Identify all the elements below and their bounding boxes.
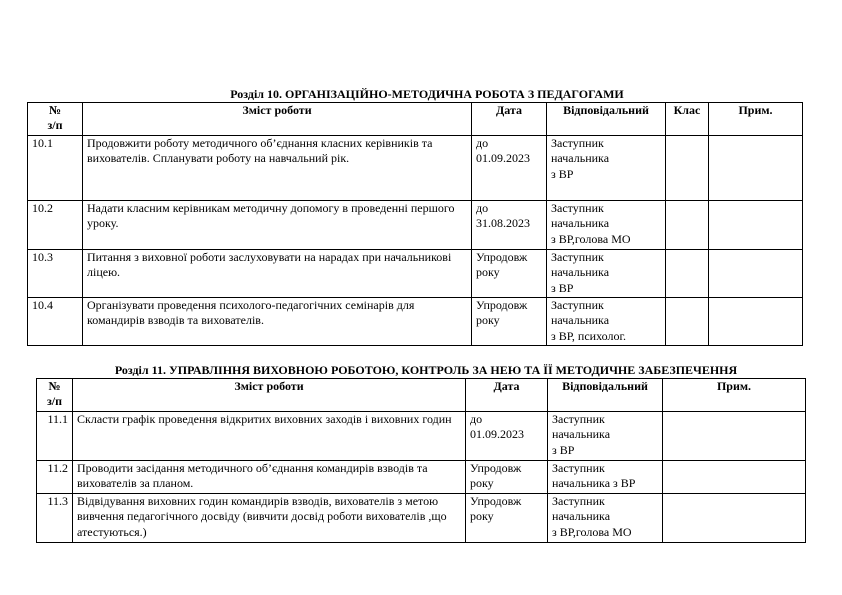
row-responsible: Заступник начальника з ВР [547, 250, 666, 298]
row-date: Упродовж року [472, 250, 547, 298]
row-content: Питання з виховної роботи заслуховувати на нарадах при начальникові ліцею. [83, 250, 472, 298]
row-date: до 31.08.2023 [472, 201, 547, 250]
table-row [37, 494, 806, 543]
header-notes: Прим. [709, 103, 803, 136]
row-date: до 01.09.2023 [472, 136, 547, 201]
table-header-row [28, 103, 803, 136]
section-11-title: Розділ 11. УПРАВЛІННЯ ВИХОВНОЮ РОБОТОЮ, КОНТРОЛЬ ЗА НЕЮ ТА ЇЇ МЕТОДИЧНЕ ЗАБЕЗПЕЧЕННЯ [114, 363, 738, 377]
row-responsible: Заступник начальника з ВР,голова МО [548, 494, 663, 543]
row-date: Упродовж року [466, 494, 548, 543]
table-header-row [37, 379, 806, 412]
header-responsible: Відповідальний [547, 103, 666, 136]
header-date: Дата [466, 379, 548, 412]
header-content: Зміст роботи [73, 379, 466, 412]
row-num: 10.1 [28, 136, 83, 201]
section-10-table [27, 102, 803, 346]
row-content: Надати класним керівникам методичну допомогу в проведенні першого уроку. [83, 201, 472, 250]
table-row [37, 412, 806, 461]
header-date: Дата [472, 103, 547, 136]
row-class [666, 201, 709, 250]
row-content: Організувати проведення психолого-педагогічних семінарів для командирів взводів та вихователів. [83, 298, 472, 346]
table-row [37, 461, 806, 494]
row-num: 10.3 [28, 250, 83, 298]
row-class [666, 136, 709, 201]
header-notes: Прим. [663, 379, 806, 412]
row-notes [663, 494, 806, 543]
row-content: Відвідування виховних годин командирів взводів, вихователів з метою вивчення педагогічного досвіду (вивчити досвід роботи вихователів ,що атестуються.) [73, 494, 466, 543]
row-num: 10.4 [28, 298, 83, 346]
row-class [666, 298, 709, 346]
row-notes [709, 136, 803, 201]
row-num: 11.2 [37, 461, 73, 494]
section-10-title: Розділ 10. ОРГАНІЗАЦІЙНО-МЕТОДИЧНА РОБОТА З ПЕДАГОГАМИ [230, 87, 624, 101]
row-notes [663, 461, 806, 494]
header-content: Зміст роботи [83, 103, 472, 136]
table-row [28, 136, 803, 201]
row-responsible: Заступник начальника з ВР [548, 461, 663, 494]
row-content: Проводити засідання методичного об’єднання командирів взводів та вихователів за планом. [73, 461, 466, 494]
row-num: 11.3 [37, 494, 73, 543]
row-responsible: Заступник начальника з ВР [547, 136, 666, 201]
row-content: Скласти графік проведення відкритих виховних заходів і виховних годин [73, 412, 466, 461]
header-class: Клас [666, 103, 709, 136]
row-notes [663, 412, 806, 461]
header-num: № з/п [28, 103, 83, 136]
table-row [28, 298, 803, 346]
table-row [28, 250, 803, 298]
row-notes [709, 298, 803, 346]
row-responsible: Заступник начальника з ВР, психолог. [547, 298, 666, 346]
header-responsible: Відповідальний [548, 379, 663, 412]
row-num: 10.2 [28, 201, 83, 250]
row-notes [709, 201, 803, 250]
table-row [28, 201, 803, 250]
row-date: Упродовж року [472, 298, 547, 346]
row-notes [709, 250, 803, 298]
row-date: до 01.09.2023 [466, 412, 548, 461]
row-num: 11.1 [37, 412, 73, 461]
row-content: Продовжити роботу методичного об’єднання класних керівників та вихователів. Спланувати роботу на навчальний рік. [83, 136, 472, 201]
row-responsible: Заступник начальника з ВР [548, 412, 663, 461]
section-11-table [36, 378, 806, 543]
row-class [666, 250, 709, 298]
row-date: Упродовж року [466, 461, 548, 494]
header-num: № з/п [37, 379, 73, 412]
row-responsible: Заступник начальника з ВР,голова МО [547, 201, 666, 250]
